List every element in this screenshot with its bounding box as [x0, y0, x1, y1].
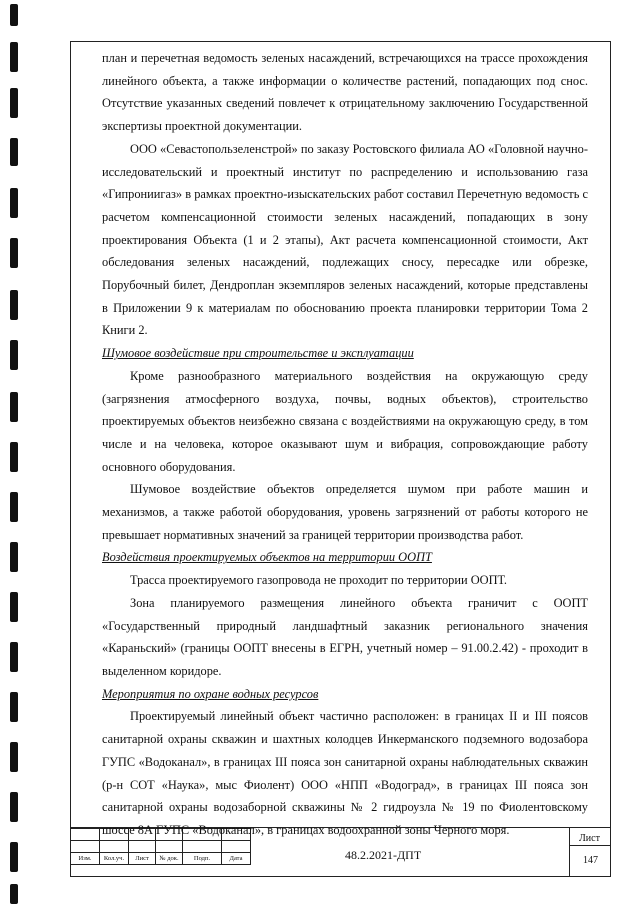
- paragraph: Трасса проектируемого газопровода не проходит по территории ООПТ.: [130, 573, 507, 588]
- paragraph: Кроме разнообразного материального воздействия на окружающую среду (загрязнения атмосферного воздуха, почвы, водных объектов), строительство проектируемых объектов неизбежно связана с воздействиями на окружающую среду, в том числе и на человека, которое оказывают шум и вибрация, сопровождающие работу основного оборудования.: [102, 368, 588, 474]
- page-number: 147: [583, 855, 598, 866]
- col-n-dok: № док.: [156, 853, 183, 865]
- paragraph: план и перечетная ведомость зеленых насаждений, встречающихся на трассе прохождения линейного объекта, а также информации о количестве растений, попадающих под снос. Отсутствие указанных сведений повлечет к отрицательному заключению Государственной экспертизы проектной документации.: [102, 51, 588, 134]
- section-heading: Воздействия проектируемых объектов на территории ООПТ: [102, 550, 432, 565]
- paragraph: Шумовое воздействие объектов определяется шумом при работе машин и механизмов, а также работой оборудования, уровень загрязнений от работы которого не превышает нормативных значений за границей территории производства работ.: [102, 482, 588, 542]
- col-data: Дата: [222, 853, 251, 865]
- binder-holes: [4, 0, 26, 905]
- document-code: 48.2.2021-ДПТ: [345, 848, 422, 862]
- paragraph: ООО «Севастопользеленстрой» по заказу Ростовского филиала АО «Головной научно-исследовательский и проектный институт по распределению и использованию газа «Гипрониигаз» в рамках проектно-изыскательских работ составил Перечетную ведомость с расчетом компенсационной стоимости зеленых насаждений, попадающих в зону проектирования Объекта (1 и 2 этапы), Акт расчета компенсационной стоимости, Акт обследования зеленых насаждений, подлежащих сносу, пересадке или обрезке, Порубочный билет, Дендроплан экземпляров зеленых насаждений, которые представлены в Приложении 9 к материалам по обоснованию проекта планировки территории Тома 2 Книги 2.: [102, 141, 588, 338]
- document-body: [102, 47, 588, 842]
- sheet-label: Лист: [579, 833, 600, 844]
- col-list: Лист: [129, 853, 156, 865]
- col-izm: Изм.: [71, 853, 100, 865]
- paragraph: Проектируемый линейный объект частично расположен: в границах II и III поясов санитарной охраны скважин и шахтных колодцев Инкерманского подземного водозабора ГУПС «Водоканал», в границах III пояса зон санитарной охраны наблюдательных скважин (р-н СОТ «Наука», мыс Фиолент) ООО «НПП «Водоград», в границах III пояса зон санитарной охраны водозаборной скважины № 2 гидроузла № 19 по Фиолентовскому шоссе 8А ГУПС «Водоканал», в границах водоохранной зоны Черного моря.: [102, 709, 588, 837]
- section-heading: Мероприятия по охране водных ресурсов: [102, 686, 319, 701]
- col-kol-uch: Кол.уч.: [100, 853, 129, 865]
- paragraph: Зона планируемого размещения линейного объекта граничит с ООПТ «Государственный природный ландшафтный заказник регионального значения «Караньский» (границы ООПТ внесены в ЕГРН, учетный номер – 91.00.2.42) - проходит в выделенном коридоре.: [102, 595, 588, 678]
- col-podp: Подп.: [183, 853, 222, 865]
- section-heading: Шумовое воздействие при строительстве и эксплуатации: [102, 346, 414, 361]
